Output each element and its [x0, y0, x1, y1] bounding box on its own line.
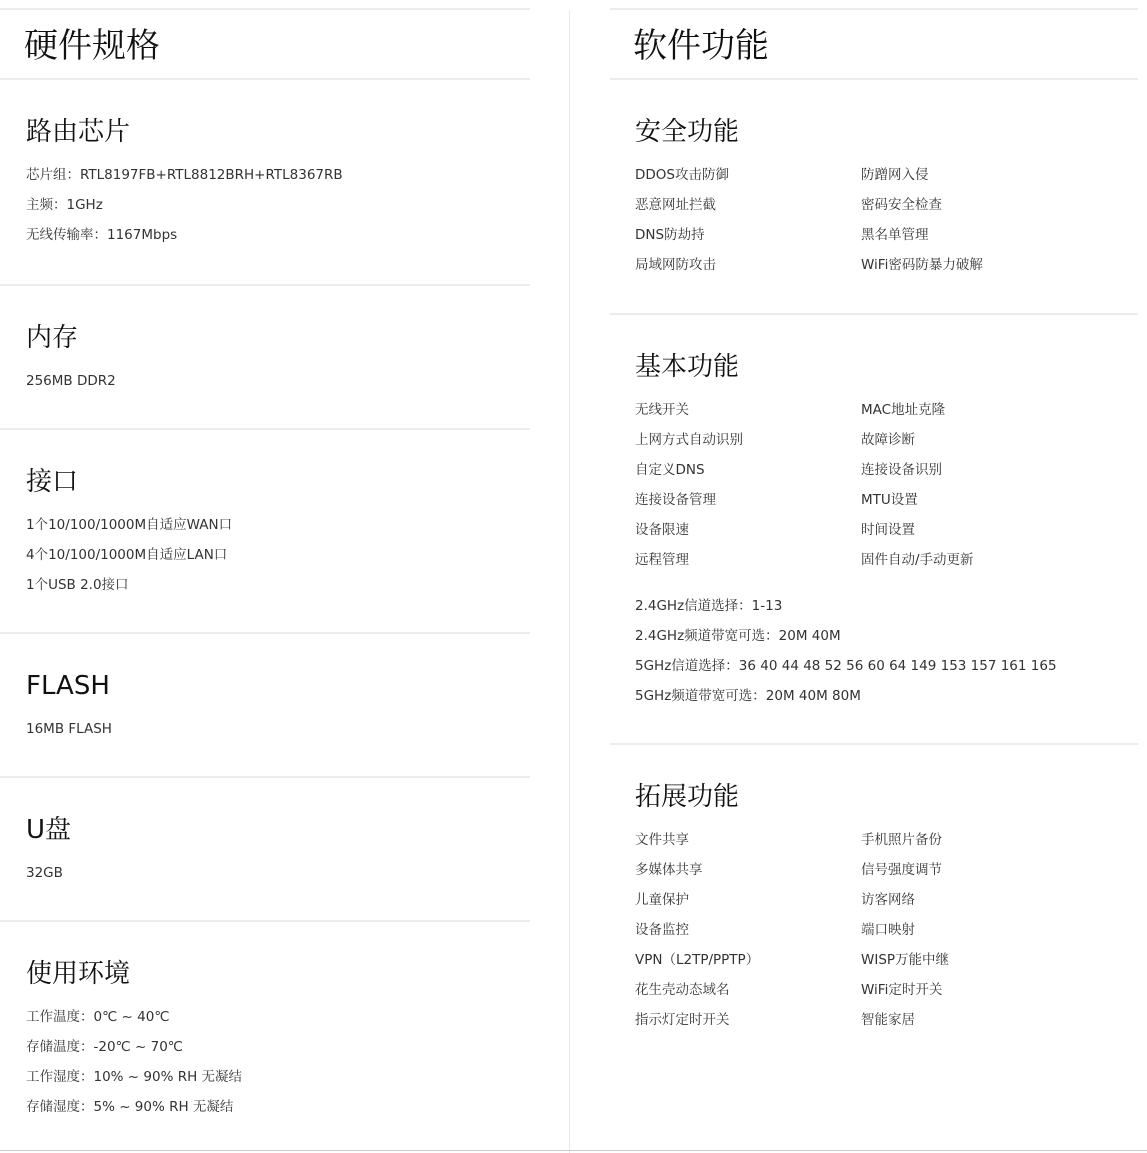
section-memory: [0, 286, 530, 430]
section-extended: [610, 745, 1138, 1045]
bottom-border: [0, 1150, 1147, 1151]
hardware-header: [0, 8, 530, 80]
feature-item: 设备监控: [635, 922, 689, 938]
spec-line: 1个USB 2.0接口: [26, 577, 129, 593]
spec-line: 工作湿度：10% ~ 90% RH 无凝结: [26, 1069, 243, 1085]
feature-item: 多媒体共享: [635, 862, 703, 878]
feature-grid: [635, 395, 1087, 575]
feature-grid: [635, 825, 1087, 1035]
feature-item: 自定义DNS: [635, 462, 705, 478]
feature-item: WiFi密码防暴力破解: [861, 257, 983, 273]
feature-item: WiFi定时开关: [861, 982, 943, 998]
section-title: 接口: [26, 467, 79, 497]
software-column: [610, 0, 1138, 1045]
feature-item: 端口映射: [861, 922, 915, 938]
feature-item: 密码安全检查: [861, 197, 942, 213]
feature-item: DDOS攻击防御: [635, 167, 729, 183]
spec-line: 1个10/100/1000M自适应WAN口: [26, 517, 233, 533]
section-title: 基本功能: [635, 352, 740, 382]
feature-item: 连接设备管理: [635, 492, 716, 508]
spec-line: 4个10/100/1000M自适应LAN口: [26, 547, 228, 563]
spec-line: 2.4GHz信道选择：1-13: [635, 598, 783, 614]
feature-item: 故障诊断: [861, 432, 915, 448]
feature-item: MAC地址克隆: [861, 402, 946, 418]
section-title: 安全功能: [635, 117, 740, 147]
section-flash: [0, 634, 530, 778]
section-basic: [610, 315, 1138, 745]
feature-item: 访客网络: [861, 892, 915, 908]
feature-item: 智能家居: [861, 1012, 915, 1028]
section-environment: [0, 922, 530, 1152]
feature-item: 时间设置: [861, 522, 915, 538]
feature-item: 指示灯定时开关: [635, 1012, 730, 1028]
spec-line: 16MB FLASH: [26, 721, 112, 737]
section-title: 路由芯片: [26, 117, 131, 147]
spec-line: 工作温度：0℃ ~ 40℃: [26, 1009, 170, 1025]
feature-item: 防蹭网入侵: [861, 167, 929, 183]
section-ports: [0, 430, 530, 634]
feature-item: 固件自动/手动更新: [861, 552, 974, 568]
section-title: U盘: [26, 815, 72, 845]
section-router-chip: [0, 80, 530, 286]
feature-item: 花生壳动态域名: [635, 982, 730, 998]
spec-line: 芯片组：RTL8197FB+RTL8812BRH+RTL8367RB: [26, 167, 343, 183]
spec-line: 256MB DDR2: [26, 373, 116, 389]
section-usb-disk: [0, 778, 530, 922]
section-title: 拓展功能: [635, 782, 740, 812]
feature-grid: [635, 160, 1087, 280]
spec-line: 5GHz信道选择：36 40 44 48 52 56 60 64 149 153 157 161 165: [635, 658, 1057, 674]
feature-item: 恶意网址拦截: [635, 197, 716, 213]
software-header: [610, 8, 1138, 80]
hardware-title: 硬件规格: [24, 26, 160, 66]
feature-item: 远程管理: [635, 552, 689, 568]
feature-item: VPN（L2TP/PPTP）: [635, 952, 760, 968]
feature-item: 手机照片备份: [861, 832, 942, 848]
feature-item: 黑名单管理: [861, 227, 929, 243]
feature-item: 连接设备识别: [861, 462, 942, 478]
spec-line: 32GB: [26, 865, 63, 881]
column-divider: [569, 10, 570, 1153]
spec-line: 2.4GHz频道带宽可选：20M 40M: [635, 628, 841, 644]
feature-item: 儿童保护: [635, 892, 689, 908]
feature-item: WISP万能中继: [861, 952, 950, 968]
feature-item: MTU设置: [861, 492, 918, 508]
feature-item: 局域网防攻击: [635, 257, 716, 273]
wireless-spec-list: [635, 591, 1057, 711]
section-title: 使用环境: [26, 959, 131, 989]
feature-item: 文件共享: [635, 832, 689, 848]
section-security: [610, 80, 1138, 315]
feature-item: 设备限速: [635, 522, 689, 538]
feature-item: DNS防劫持: [635, 227, 705, 243]
feature-item: 信号强度调节: [861, 862, 942, 878]
section-title: 内存: [26, 323, 79, 353]
feature-item: 无线开关: [635, 402, 689, 418]
feature-item: 上网方式自动识别: [635, 432, 743, 448]
spec-line: 5GHz频道带宽可选：20M 40M 80M: [635, 688, 861, 704]
spec-line: 主频：1GHz: [26, 197, 103, 213]
hardware-column: [0, 0, 530, 1152]
spec-line: 存储温度：-20℃ ~ 70℃: [26, 1039, 183, 1055]
spec-line: 存储湿度：5% ~ 90% RH 无凝结: [26, 1099, 234, 1115]
software-title: 软件功能: [633, 26, 769, 66]
spec-line: 无线传输率：1167Mbps: [26, 227, 178, 243]
section-title: FLASH: [26, 671, 110, 701]
